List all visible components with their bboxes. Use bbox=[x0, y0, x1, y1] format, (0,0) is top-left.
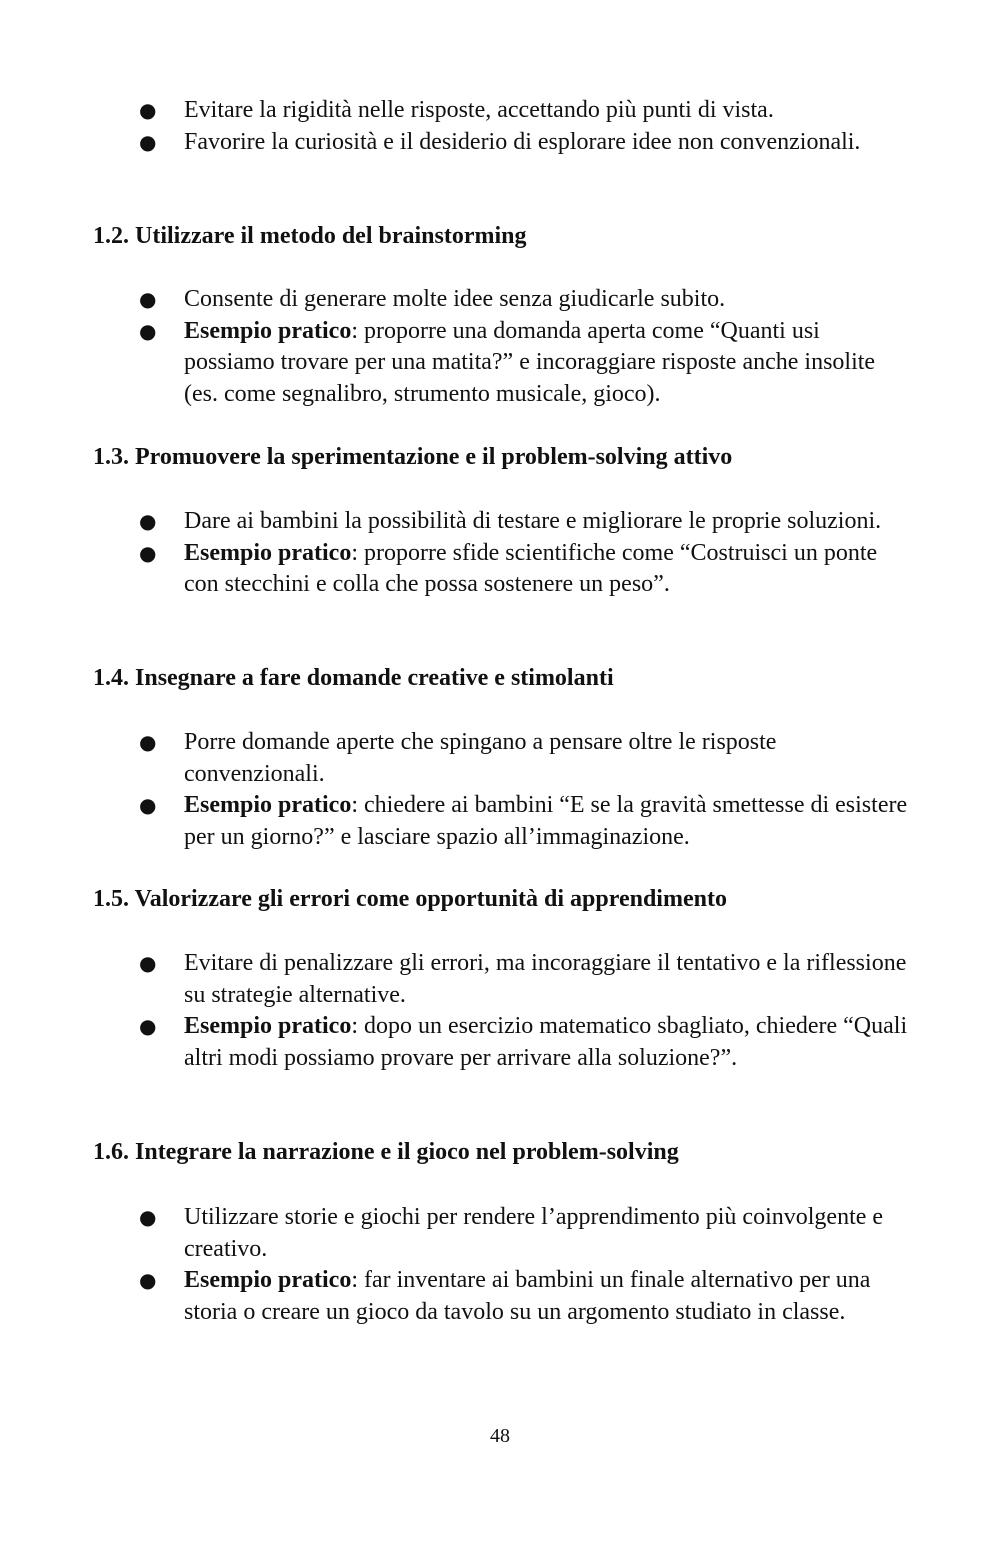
example-label: Esempio pratico bbox=[184, 792, 352, 818]
list-item bbox=[0, 1011, 914, 1074]
list-item bbox=[0, 1202, 914, 1265]
bullet-icon: ● bbox=[139, 1014, 157, 1038]
list-item bbox=[0, 284, 914, 316]
list-item-text: Dare ai bambini la possibilità di testare e migliorare le proprie soluzioni. bbox=[184, 508, 882, 534]
bullet-icon: ● bbox=[139, 509, 157, 533]
list-item bbox=[0, 95, 914, 127]
list-item bbox=[0, 790, 914, 853]
list-item-text: : chiedere ai bambini “E se la gravità smettesse di esistere per un giorno?” e lasciare spazio all’immaginazione. bbox=[184, 792, 908, 850]
bullet-icon: ● bbox=[139, 98, 157, 122]
bullet-icon: ● bbox=[139, 730, 157, 754]
list-item bbox=[0, 506, 914, 538]
bullet-icon: ● bbox=[139, 1205, 157, 1229]
section-heading: 1.2. Utilizzare il metodo del brainstorming bbox=[93, 223, 527, 249]
bullet-icon: ● bbox=[139, 1268, 157, 1292]
page-number: 48 bbox=[490, 1425, 510, 1447]
example-label: Esempio pratico bbox=[184, 317, 352, 344]
list-item bbox=[0, 727, 914, 790]
list-item bbox=[0, 948, 914, 1011]
list-item-text: : proporre sfide scientifiche come “Costruisci un ponte con stecchini e colla che possa sostenere un peso”. bbox=[184, 539, 878, 597]
list-item-text: : dopo un esercizio matematico sbagliato, chiedere “Quali altri modi possiamo provare per arrivare alla soluzione?”. bbox=[184, 1013, 908, 1071]
section-bullet-list bbox=[0, 727, 914, 853]
bullet-icon: ● bbox=[139, 129, 157, 154]
example-label: Esempio pratico bbox=[184, 1267, 352, 1293]
list-item-text: Favorire la curiosità e il desiderio di esplorare idee non convenzionali. bbox=[184, 128, 861, 155]
bullet-icon: ● bbox=[139, 793, 157, 817]
section-heading: 1.3. Promuovere la sperimentazione e il problem-solving attivo bbox=[93, 444, 733, 470]
section-bullet-list bbox=[0, 1202, 914, 1328]
section-bullet-list bbox=[0, 506, 914, 601]
list-item bbox=[0, 127, 914, 159]
list-item-text: Consente di generare molte idee senza giudicarle subito. bbox=[184, 286, 726, 312]
list-item-text: Evitare la rigidità nelle risposte, accettando più punti di vista. bbox=[184, 97, 774, 123]
list-item-text: Evitare di penalizzare gli errori, ma incoraggiare il tentativo e la riflessione su strategie alternative. bbox=[184, 950, 907, 1008]
list-item bbox=[0, 538, 914, 601]
section-bullet-list bbox=[0, 284, 914, 410]
list-item bbox=[0, 316, 914, 411]
section-bullet-list bbox=[0, 948, 914, 1074]
bullet-icon: ● bbox=[139, 540, 157, 565]
example-label: Esempio pratico bbox=[184, 1013, 352, 1039]
list-item bbox=[0, 1265, 914, 1328]
bullet-icon: ● bbox=[139, 951, 157, 975]
bullet-icon: ● bbox=[139, 318, 157, 343]
list-item-text: : far inventare ai bambini un finale alternativo per una storia o creare un gioco da tavolo su un argomento studiato in classe. bbox=[184, 1267, 871, 1325]
list-item-text: : proporre una domanda aperta come “Quanti usi possiamo trovare per una matita?” e incoraggiare risposte anche insolite (es. come segnalibro, strumento musicale, gioco). bbox=[184, 317, 876, 407]
bullet-icon: ● bbox=[139, 287, 157, 311]
list-item-text: Utilizzare storie e giochi per rendere l’apprendimento più coinvolgente e creativo. bbox=[184, 1204, 884, 1262]
example-label: Esempio pratico bbox=[184, 539, 352, 566]
section-heading: 1.5. Valorizzare gli errori come opportunità di apprendimento bbox=[93, 886, 727, 912]
list-item-text: Porre domande aperte che spingano a pensare oltre le risposte convenzionali. bbox=[184, 729, 777, 787]
section-heading: 1.4. Insegnare a fare domande creative e stimolanti bbox=[93, 665, 614, 691]
section-heading: 1.6. Integrare la narrazione e il gioco nel problem-solving bbox=[93, 1139, 679, 1165]
intro-bullet-list bbox=[0, 95, 914, 158]
